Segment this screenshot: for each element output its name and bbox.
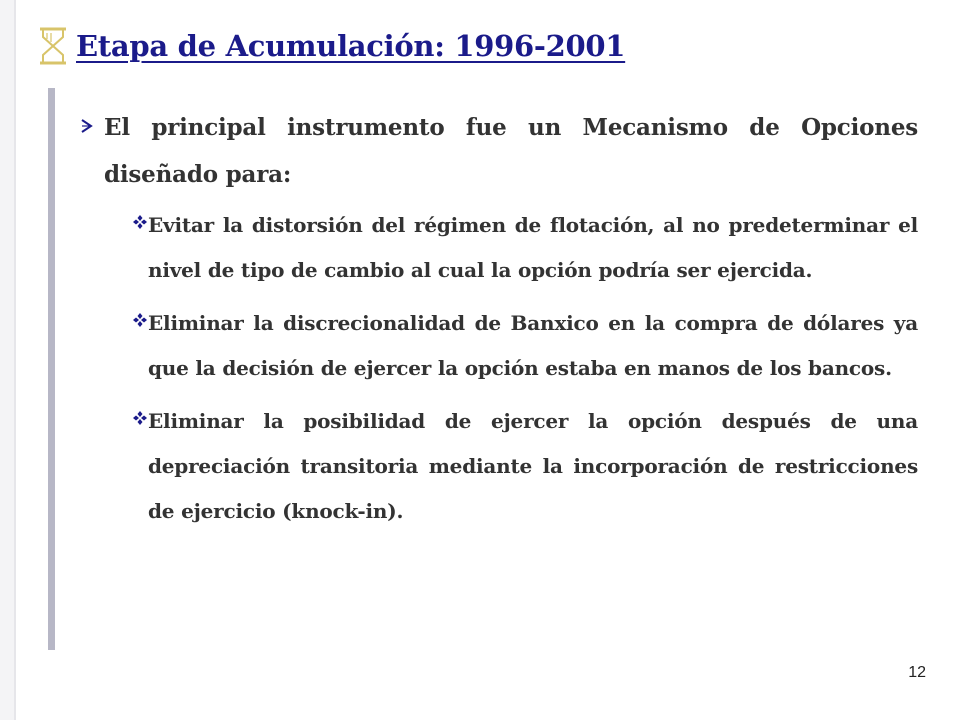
diamond-bullet-icon bbox=[132, 399, 148, 430]
hourglass-icon bbox=[36, 24, 70, 68]
content-accent-bar bbox=[48, 88, 55, 650]
sub-bullet-point bbox=[132, 203, 918, 293]
main-bullet-point bbox=[80, 104, 918, 198]
title-row bbox=[36, 24, 625, 68]
slide-title: Etapa de Acumulación: 1996-2001 bbox=[76, 29, 626, 63]
page-number: 12 bbox=[908, 664, 926, 681]
arrow-bullet-icon bbox=[80, 104, 104, 139]
slide-content bbox=[80, 104, 918, 542]
sub-bullet-point bbox=[132, 301, 918, 391]
sub-bullet-list bbox=[80, 203, 918, 534]
sub-point-text: Evitar la distorsión del régimen de flotación, al no predeterminar el nivel de tipo de cambio al cual la opción podría ser ejercida. bbox=[148, 213, 918, 282]
main-point-text: El principal instrumento fue un Mecanismo de Opciones diseñado para: bbox=[104, 114, 918, 188]
sub-point-text: Eliminar la posibilidad de ejercer la opción después de una depreciación transitoria mediante la incorporación de restricciones de ejercicio (knock-in). bbox=[148, 409, 918, 523]
diamond-bullet-icon bbox=[132, 203, 148, 234]
diamond-bullet-icon bbox=[132, 301, 148, 332]
sub-bullet-point bbox=[132, 399, 918, 534]
sub-point-text: Eliminar la discrecionalidad de Banxico en la compra de dólares ya que la decisión de ejercer la opción estaba en manos de los bancos. bbox=[148, 311, 918, 380]
slide-left-edge bbox=[0, 0, 16, 720]
